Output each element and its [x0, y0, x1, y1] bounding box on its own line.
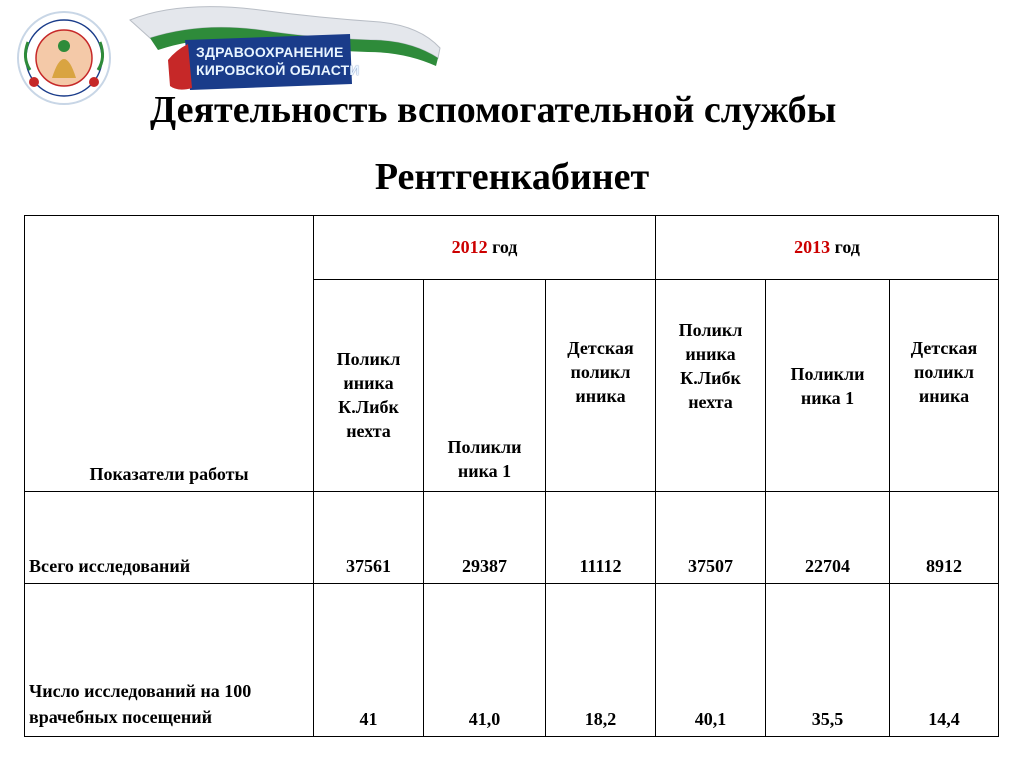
table-cell: 8912 [890, 492, 999, 584]
table-cell: 40,1 [656, 584, 766, 737]
banner-title-line2: КИРОВСКОЙ ОБЛАСТИ [196, 62, 360, 78]
row-label: Всего исследований [25, 492, 314, 584]
table-cell: 11112 [546, 492, 656, 584]
table-cell: 37507 [656, 492, 766, 584]
row-label: Число исследований на 100 врачебных посещений [25, 584, 314, 737]
unit-header: Детская поликл иника [546, 280, 656, 492]
table-cell: 35,5 [766, 584, 890, 737]
table-header-row-years [25, 216, 999, 280]
table-cell: 41 [314, 584, 424, 737]
indicator-header: Показатели работы [25, 216, 314, 492]
year-header-2013: 2013 год [656, 216, 999, 280]
year-header-2012: 2012 год [314, 216, 656, 280]
table-cell: 29387 [424, 492, 546, 584]
table-cell: 18,2 [546, 584, 656, 737]
radiology-stats-table [24, 215, 999, 737]
table-cell: 22704 [766, 492, 890, 584]
table-row [25, 492, 999, 584]
unit-header: Поликл иника К.Либк нехта [314, 280, 424, 492]
page-title: Деятельность вспомогательной службы [150, 89, 837, 131]
table-row [25, 584, 999, 737]
unit-header: Поликл иника К.Либк нехта [656, 280, 766, 492]
table-cell: 37561 [314, 492, 424, 584]
unit-header: Поликли ника 1 [424, 280, 546, 492]
banner-title-line1: ЗДРАВООХРАНЕНИЕ [196, 44, 344, 60]
unit-header: Поликли ника 1 [766, 280, 890, 492]
table-cell: 14,4 [890, 584, 999, 737]
emblem-icon [18, 12, 110, 104]
table-cell: 41,0 [424, 584, 546, 737]
page-subtitle: Рентгенкабинет [374, 156, 650, 198]
unit-header: Детская поликл иника [890, 280, 999, 492]
